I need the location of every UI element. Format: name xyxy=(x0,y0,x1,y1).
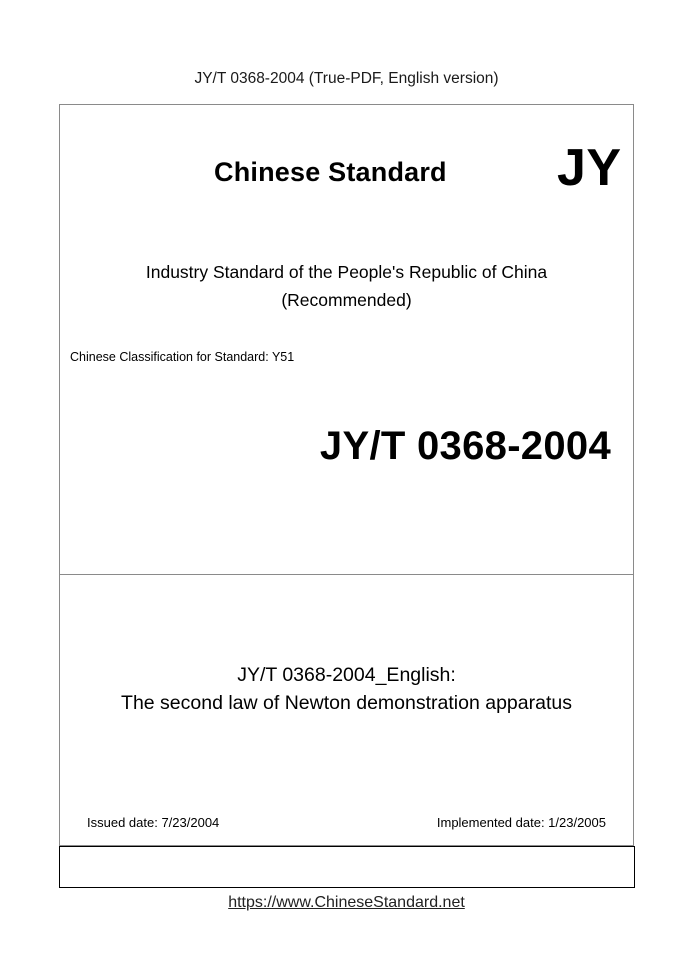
issued-date: Issued date: 7/23/2004 xyxy=(87,815,220,830)
english-title-line-1: JY/T 0368-2004_English: xyxy=(237,664,456,686)
english-title xyxy=(0,661,693,717)
standard-code: JY xyxy=(557,139,622,197)
standard-number: JY/T 0368-2004 xyxy=(319,424,611,468)
english-title-line-2: The second law of Newton demonstration apparatus xyxy=(121,692,572,714)
industry-line-2: (Recommended) xyxy=(281,290,412,310)
cover-divider xyxy=(59,574,634,575)
industry-line-1: Industry Standard of the People's Republic of China xyxy=(145,262,548,282)
cover-heading: Chinese Standard xyxy=(214,157,447,187)
industry-standard-text xyxy=(0,258,693,314)
cover-frame xyxy=(59,104,634,846)
footer-link[interactable] xyxy=(0,894,693,912)
bottom-frame xyxy=(59,846,635,888)
classification-text: Chinese Classification for Standard: Y51 xyxy=(70,350,295,364)
document-header: JY/T 0368-2004 (True-PDF, English version) xyxy=(194,70,499,87)
implemented-date: Implemented date: 1/23/2005 xyxy=(436,815,606,830)
footer-link-text[interactable]: https://www.ChineseStandard.net xyxy=(228,894,465,911)
